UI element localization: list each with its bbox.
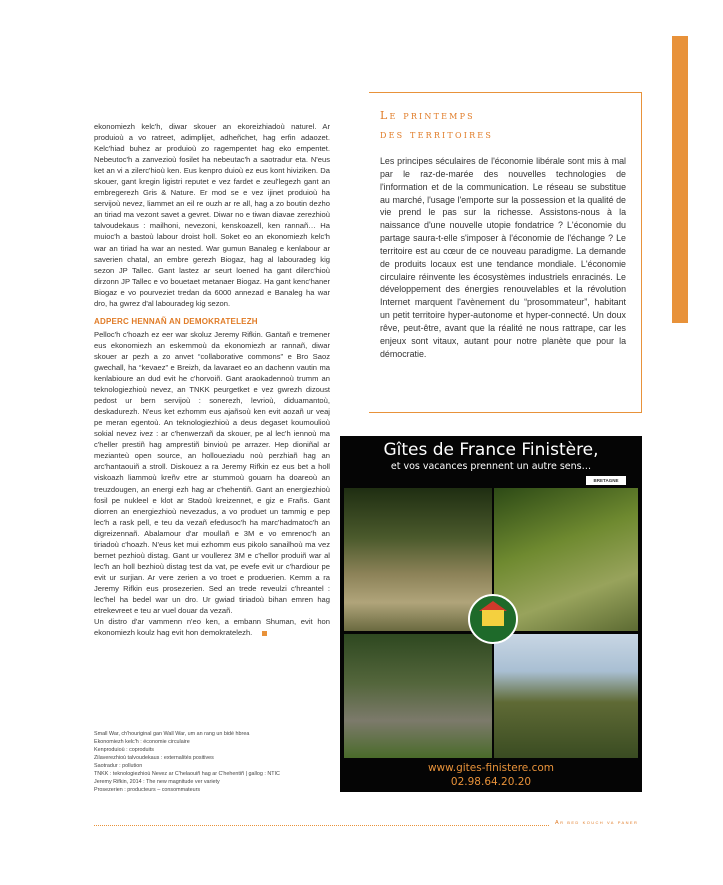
sidebar-title-line: Le printemps: [380, 109, 475, 122]
footer-dotted-rule: [94, 825, 549, 826]
side-tab-strip: [672, 36, 688, 323]
sidebar-box-title: [380, 106, 630, 144]
gites-de-france-logo-icon: [468, 594, 518, 644]
gites-advertisement[interactable]: [340, 436, 642, 792]
footnotes: [94, 730, 330, 794]
footnote: Small War, ch'houriginal gan Wall War, um an rang un bidé hbrea: [94, 731, 250, 737]
footnote: Prosezerien : producteurs – consommateurs: [94, 787, 201, 793]
article-paragraph: [94, 616, 330, 638]
bretagne-badge: BRETAGNE: [586, 476, 626, 485]
sidebar-paragraph: Les principes séculaires de l'économie libérale sont mis à mal par le raz-de-marée des nouvelles technologies de l'information et de la communication. Le réseau se substitue au marché, l'usage l'emporte sur la possession et la qualité de vie prend le pas sur la richesse. Assistons-nous à la naissance d'une nouvelle utopie fondatrice ? L'économie du partage saura-t-elle s'imposer à l'économie de l'échange ? Le territoire est au cœur de ce nouveau paradigme. La demande de produits locaux est une tendance mondiale. L'économie circulaire réinvente les écosystèmes industriels enracinés. Le développement des énergies renouvelables et la révolution Internet marquent l'avènement du “prosommateur”, habitant un petit territoire hyper-autonome et hyper-connecté. Un doux rêve, peut-être, avant que la réalité ne nous rattrape, car les enjeux sont vitaux, autant pour notre planète que pour la démocratie.: [380, 156, 626, 359]
footnote: TNKK : teknologiezhioù Nevez ar C'helaouiñ hag ar C'hehentiñ | gallog : NTIC: [94, 771, 280, 777]
coast-photo: [494, 634, 638, 758]
logo-house-shape: [482, 610, 504, 626]
ad-title: Gîtes de France Finistère,: [383, 440, 599, 460]
article-subheading: ADPERC HENNAÑ AN DEMOKRATELEZH: [94, 316, 258, 326]
footnote: Kenproduioù : coproduits: [94, 747, 154, 753]
end-mark-square: [262, 631, 267, 636]
ad-subtitle: et vos vacances prennent un autre sens…: [390, 461, 592, 472]
article-paragraph: ekonomiezh kelc'h, diwar skouer an ekoreizhiadoù naturel. Ar produioù a vo ratreet, adimplijet, adheñchet, hag erfin adaozet. Kelc'hiad buhez ar produioù zo ragempentet hag eko empentet. Nebeutoc'h a zanvezioù fosilet ha nebeutac'h a saotradur eta. N'eus ket an vi a zilerc'hioù ken. Eus kenpro duioù ez eus kont hiviziken. Da skouer, gant kregin ligistri reputet e vez fardet e zeul'legezh gant an embregerezh Gris & Nature. Er mod se e vez ijinet produioù ha servijoù nevez, liammet an eil re ouzh ar re all, hag a zo boutin dezho an tiriad ma vezont savet a gevret. Diwar no e tiwan diavae zerezhioù talvoudekaus : mailhoni, nevezoni, kenskoazell, ken rannañ… Ha muioc'h a bastoù labour droist holl. Soket eo an ekonomiezh kelc'h war an tiriad ha war an nested. War gumun Banaleg e kenlabour ar saverien chatal, an embre gerezh Biogaz, hag al labouradeg kig sezon JP Tallec. Gant lastez ar seurt loened ha gant dilerc'hioù dirzonn JP Tallec e vo bouetaet metanaer Biogaz. Ha gant kenc'haner Biogaz e vo pourveziet tredan da 6000 annezad e Banaleg ha war dro, ha gwrez d'al labouradeg kig sezon.: [94, 122, 330, 308]
ad-website-link[interactable]: www.gites-finistere.com: [427, 762, 555, 774]
footnote: Zilaverezhioù talvoudekaus : externalités positives: [94, 755, 214, 761]
sidebar-title-line: des territoires: [380, 128, 494, 141]
footnote: Jeremy Rifkin, 2014 : The new magnitude ver variety: [94, 779, 220, 785]
sidebar-box-top-rule: [369, 92, 642, 93]
ad-phone-number: 02.98.64.20.20: [450, 776, 532, 788]
footnote: Saotradur : pollution: [94, 763, 143, 769]
article-closing-text: Un distro d'ar vammenn n'eo ken, a embann Shuman, evit hon ekonomiezh koulz hag evit hon demokratelezh.: [94, 617, 330, 638]
article-paragraph: Pelloc'h c'hoazh ez eer war skoluz Jeremy Rifkin. Gantañ e tremener eus ekonomiezh an eskemmoù da ekonomiezh ar rannañ, diwar skouer ar pezh a zo anvet “collaborative commons” e Bro Saoz gwechall, ha “kevaez” e Breizh, da lavaraet eo an dachenn vautin ma kenlabioure an dud evit he c'horvoiñ. Gant araokadennoù trumm an teknologiezhioù nevez, an TNKK peurgetket e vez gwrezh dizoust pedost ur bern servijoù : sonerezh, levrioù, diduamantoù, deskadurezh. N'eus ket ezhomm eus ajañsoù ken evit aozañ ur veaj pe meran egentoù. An teknologiezhioù a deus degaset koumoulioù sokial nevez ivez : ar c'henwerzañ da skouer, pe al lec'h iennoù ma c'heller prestiñ hag amprestiñ binvioù pe arrazer. Hep dioniñal ar mezianteù open source, an holloueziadu noù perzhiañ hag an arc'hantaouiñ a stroll. Diskouez a ra Jeremy Rifkin ez eus bet a holl viskoazh liammoù kreñv etre ar stummoù gouarn ha doareoù an treuzdougen, an energi ezh hag ar c'hehentiñ. Gant an energiezhioù fosil pe nukleel e klot ar Stadoù kreizennet, e giz e Frañs. Gant diorren an energiezhioù nevezadus, a vo produet un tammig e pep lec'h a rask pell, e teu da vezañ efedusoc'h ha marc'hadmatoc'h an digreizennañ. Abalamour d'ar moullañ e 3M e vo emrenoc'h an tiriadoù c'hoazh. N'eus ket mui ezhomm eus pikolo sanailhoù ma vez bernet pezhioù distag. Gant ur voullerez 3M e c'hellor produiñ war al lec'h an holl bezhioù distag test da vat, pe evefe evit ur c'hardiour pe evit ur surjian. Ar vere zerien a vo troet e produerien. Kemm a ra Jeremy Rifkin eus prosezerien. Sed an trede reveulzi c'hreantel : lec'hel ha bedel war un dro. Ur gwiad tiriadoù bihan emren hag etrekevreet e teu ar vuel douar da vezañ.: [94, 329, 330, 616]
sidebar-box-text: [380, 155, 626, 361]
stone-house-photo: [344, 634, 492, 758]
breton-article-column: [94, 121, 330, 638]
footer-running-title: Ar bed kouch va paner: [555, 820, 639, 826]
footnote: Ekonomiezh kelc'h : économie circulaire: [94, 739, 190, 745]
